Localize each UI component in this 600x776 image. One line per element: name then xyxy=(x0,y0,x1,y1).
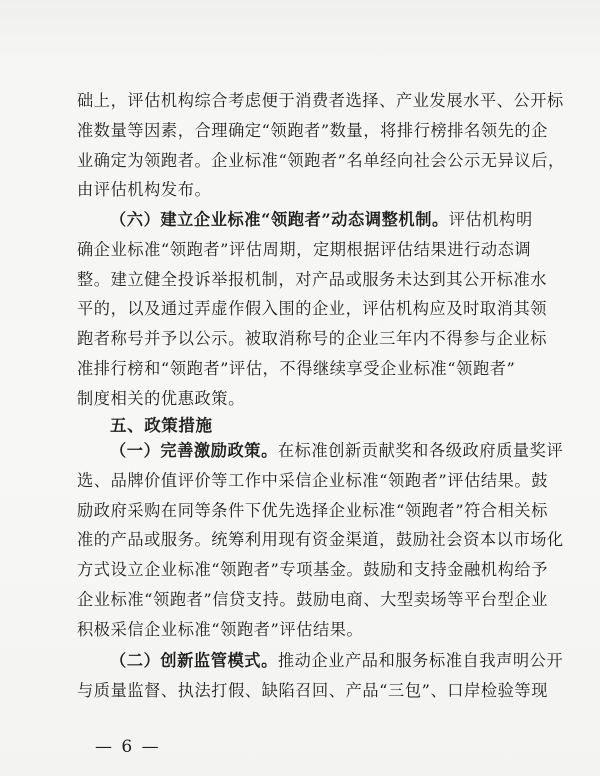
text-line: 励政府采购在同等条件下优先选择企业标准“领跑者”符合相关标 xyxy=(77,500,549,520)
paragraph-heading: （六）建立企业标准“领跑者”动态调整机制。 xyxy=(110,210,449,229)
text-line: 准的产品或服务。统筹利用现有资金渠道，鼓励社会资本以市场化 xyxy=(77,530,564,550)
paragraph-continuation xyxy=(77,86,565,205)
text-line: 制度相关的优惠政策。 xyxy=(77,388,245,408)
paragraph-dynamic-adjustment xyxy=(77,205,548,414)
text-line: 方式设立企业标准“领跑者”专项基金。鼓励和支持金融机构给予 xyxy=(77,560,549,580)
paragraph-incentive-policy xyxy=(77,436,564,645)
text-line: 与质量监督、执法打假、缺陷召回、产品“三包”、口岸检验等现 xyxy=(77,680,549,700)
text-line: 整。建立健全投诉举报机制，对产品或服务未达到其公开标准水 xyxy=(77,269,548,289)
text-line: 跑者称号并予以公示。被取消称号的企业三年内不得参与企业标 xyxy=(77,329,548,349)
text-line xyxy=(77,205,533,235)
text-line: 业确定为领跑者。企业标准“领跑者”名单经向社会公示无异议后， xyxy=(77,150,565,170)
text-line: 积极采信企业标准“领跑者”评估结果。 xyxy=(77,619,364,639)
text-fragment: 评估机构明 xyxy=(448,210,533,229)
text-line xyxy=(77,436,564,466)
paragraph-regulation-model xyxy=(77,646,564,706)
text-line: 由评估机构发布。 xyxy=(77,180,212,200)
text-line: 准数量等因素，合理确定“领跑者”数量，将排行榜排名领先的企 xyxy=(77,120,549,140)
text-line: 平的，以及通过弄虚作假入围的企业，评估机构应及时取消其领 xyxy=(77,299,548,319)
text-line: 确企业标准“领跑者”评估周期，定期根据评估结果进行动态调 xyxy=(77,239,532,259)
text-fragment: 推动企业产品和服务标准自我声明公开 xyxy=(277,651,564,670)
paragraph-heading: （二）创新监管模式。 xyxy=(110,651,278,670)
paragraph-heading: （一）完善激励政策。 xyxy=(110,441,278,460)
text-line xyxy=(77,646,564,676)
text-fragment: 在标准创新贡献奖和各级政府质量奖评 xyxy=(277,441,564,460)
text-line: 企业标准“领跑者”信贷支持。鼓励电商、大型卖场等平台型企业 xyxy=(77,589,549,609)
page-number: — 6 — xyxy=(95,737,161,757)
section-heading: 五、政策措施 xyxy=(110,416,213,435)
text-line: 础上，评估机构综合考虑便于消费者选择、产业发展水平、公开标 xyxy=(77,91,564,110)
text-line: 准排行榜和“领跑者”评估，不得继续享受企业标准“领跑者” xyxy=(77,358,516,378)
text-line: 选、品牌价值评价等工作中采信企业标准“领跑者”评估结果。鼓 xyxy=(77,470,549,490)
